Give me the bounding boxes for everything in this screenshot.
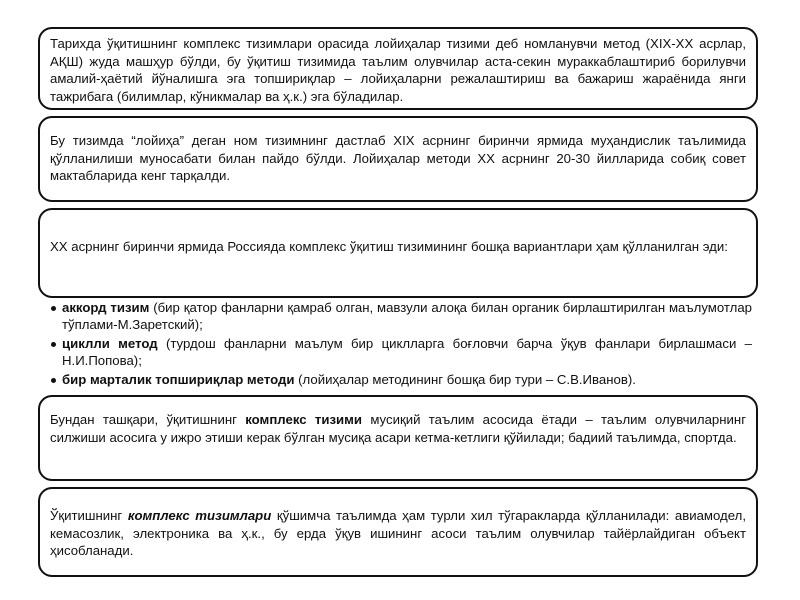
list-item (50, 372, 752, 389)
text-box-project-term-origin (38, 116, 758, 202)
paragraph-text: Бу тизимда “лойиҳа” деган ном тизимнинг дастлаб XIX асрнинг биринчи ярмида муҳандислик таълимида қўлланилиши муносабати билан пайдо бўлди. Лойиҳалар методи XX асрнинг 20-30 йилларида собиқ совет мактабларида кенг тарқалди. (50, 133, 746, 183)
list-item (50, 336, 752, 369)
paragraph-text-end: қўшимча таълимда ҳам турли хил тўгаракларда қўлланилади: авиамодел, кемасозлик, электроника ва ҳ.к., бу ерда ўқув ишининг асоси таълим олувчилар тайёрлайдиган объект ҳисобланади. (50, 508, 746, 558)
list-item (50, 300, 752, 333)
paragraph-bold-italic-term: комплекс тизимлари (127, 508, 272, 523)
text-box-russia-variants (38, 208, 758, 298)
text-box-projects-method (38, 27, 758, 110)
variants-list (50, 300, 752, 392)
list-item-term: циклли метод (62, 336, 158, 351)
list-item-description: (турдош фанларни маълум бир циклларга боғловчи барча ўқув фанлари бирлашмаси – Н.И.Попова); (62, 336, 752, 368)
paragraph-text: Тарихда ўқитишнинг комплекс тизимлари орасида лойиҳалар тизими деб номланувчи метод (XIX-XX асрлар, АҚШ) жуда машҳур бўлди, бу ўқитиш тизимида таълим олувчилар аста-секин мураккаблаштириб борилувчи амалий-ҳаётий йўналишга эга топшириқлар – лойиҳаларни режалаштириш ва бажариш жараёнида янги тажрибага (билимлар, кўникмалар ва ҳ.к.) эга бўладилар. (50, 36, 746, 104)
text-box-music-education (38, 395, 758, 481)
list-item-description: (бир қатор фанларни қамраб олган, мавзули алоқа билан органик бирлаштирилган маълумотлар тўплами-М.Заретский); (62, 300, 752, 332)
paragraph-text-end: мусиқий таълим асосида ётади – таълим олувчиларнинг силжиши асосига у ижро этиши керак бўлган мусиқа асари кетма-кетлиги қўйилади; бадиий таълимда, спортда. (50, 412, 746, 445)
paragraph-text-start: Бундан ташқари, ўқитишнинг (50, 412, 246, 427)
list-item-description: (лойиҳалар методининг бошқа бир тури – С.В.Иванов). (294, 372, 636, 387)
paragraph-text: XX асрнинг биринчи ярмида Россияда комплекс ўқитиш тизимининг бошқа вариантлари ҳам қўлланилган эди: (50, 239, 728, 254)
list-item-term: аккорд тизим (62, 300, 150, 315)
list-item-term: бир марталик топшириқлар методи (62, 372, 295, 387)
paragraph-text-start: Ўқитишнинг (50, 508, 128, 523)
text-box-additional-education (38, 487, 758, 577)
paragraph-bold-term: комплекс тизими (245, 412, 362, 427)
